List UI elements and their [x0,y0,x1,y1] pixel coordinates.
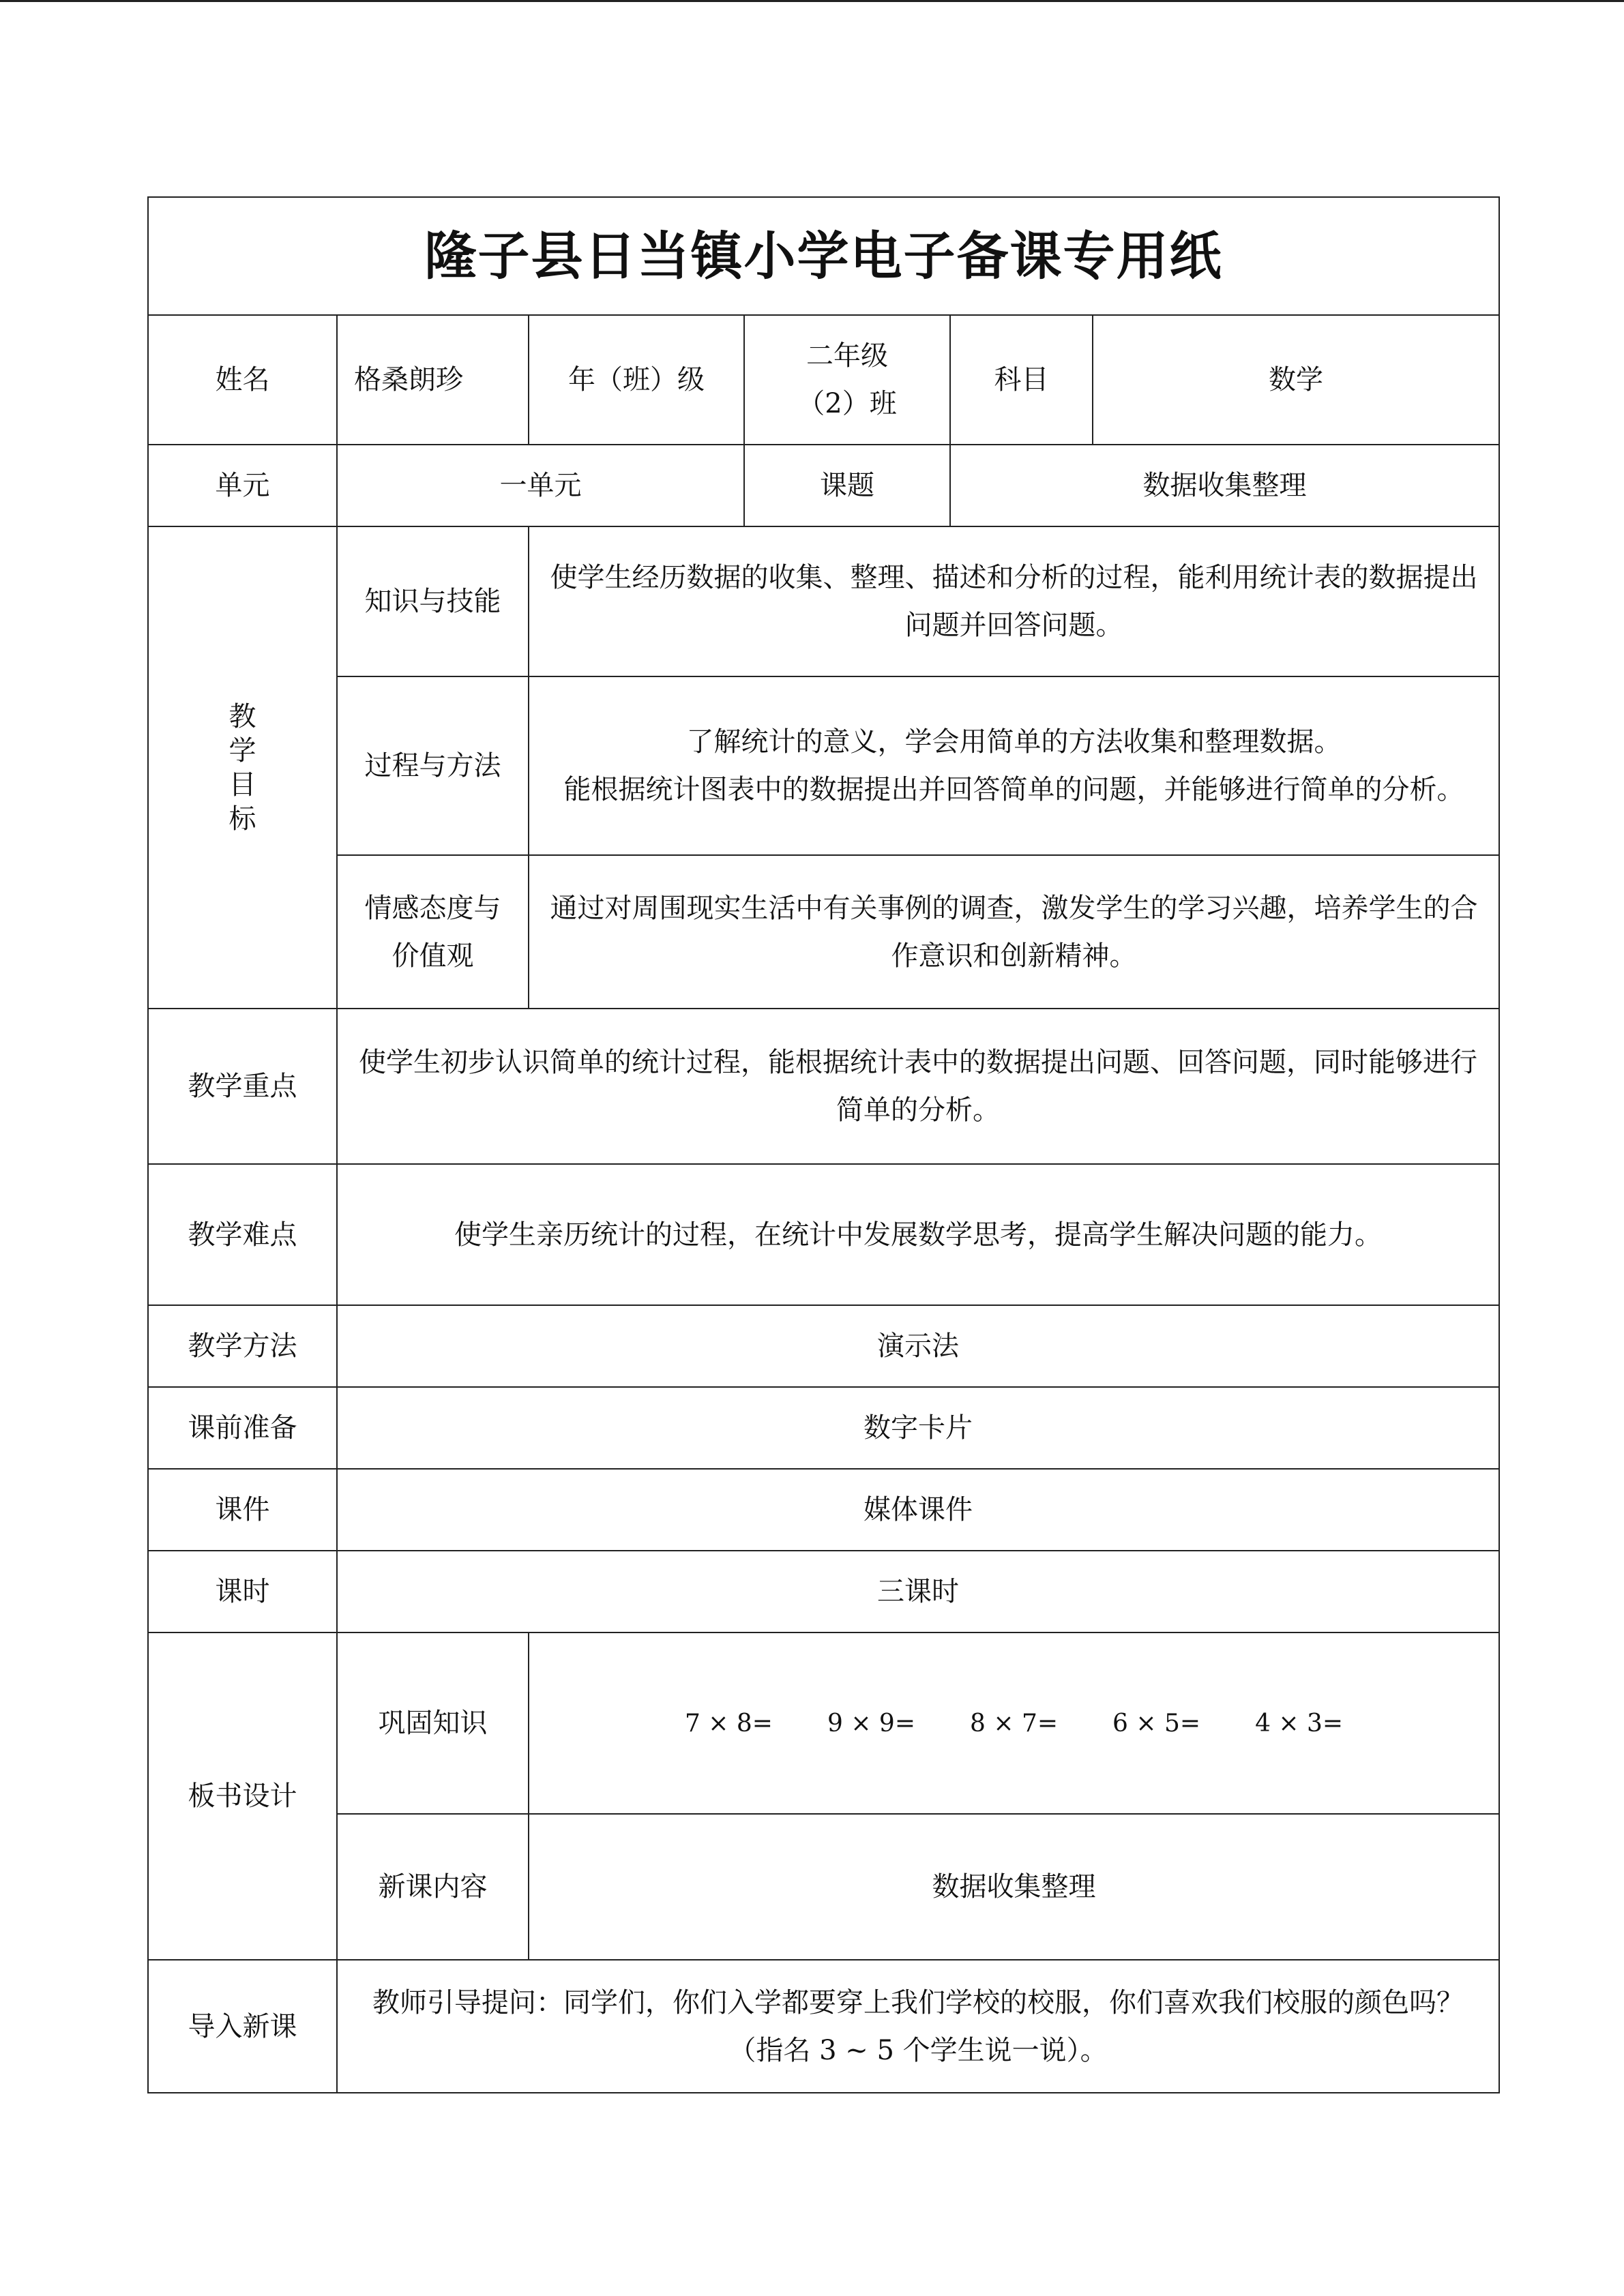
lesson-plan-sheet [147,196,1498,2093]
preparation-row [148,1387,1499,1469]
process-text-line-1: 了解统计的意义，学会用简单的方法收集和整理数据。 [686,726,1342,758]
topic-value: 数据收集整理 [950,445,1499,526]
grade-label: 年（班）级 [529,315,744,445]
board-review-label: 巩固知识 [337,1632,529,1814]
courseware-label: 课件 [148,1469,337,1551]
math-problem: 9 × 9= [827,1710,915,1738]
objectives-label-char: 标 [228,803,256,835]
objectives-label [148,526,337,1009]
process-text [529,676,1499,855]
intro-label: 导入新课 [148,1960,337,2093]
board-review-problems [529,1632,1499,1814]
page-title: 隆子县日当镇小学电子备课专用纸 [148,197,1499,315]
subject-label: 科目 [950,315,1093,445]
unit-value: 一单元 [337,445,744,526]
board-label: 板书设计 [148,1632,337,1960]
process-label: 过程与方法 [337,676,529,855]
knowledge-text: 使学生经历数据的收集、整理、描述和分析的过程，能利用统计表的数据提出问题并回答问题。 [529,526,1499,676]
method-label: 教学方法 [148,1305,337,1387]
grade-value: 二年级（2）班 [744,315,950,445]
emotion-label: 情感态度与价值观 [337,855,529,1009]
preparation-label: 课前准备 [148,1387,337,1469]
subject-value: 数学 [1093,315,1499,445]
emotion-text: 通过对周围现实生活中有关事例的调查，激发学生的学习兴趣，培养学生的合作意识和创新精神。 [529,855,1499,1009]
method-row [148,1305,1499,1387]
objectives-label-char: 目 [228,769,256,801]
courseware-row [148,1469,1499,1551]
board-new-value: 数据收集整理 [529,1814,1499,1960]
intro-row [148,1960,1499,2093]
title-row [148,197,1499,315]
info-row [148,315,1499,445]
key-point-label: 教学重点 [148,1009,337,1164]
preparation-value: 数字卡片 [337,1387,1499,1469]
difficulty-row [148,1164,1499,1305]
key-point-row [148,1009,1499,1164]
math-problem: 8 × 7= [970,1710,1059,1738]
knowledge-label: 知识与技能 [337,526,529,676]
difficulty-text: 使学生亲历统计的过程，在统计中发展数学思考，提高学生解决问题的能力。 [337,1164,1499,1305]
hours-row [148,1551,1499,1632]
objective-process-row [148,676,1499,855]
courseware-value: 媒体课件 [337,1469,1499,1551]
math-problem: 6 × 5= [1112,1710,1201,1738]
hours-value: 三课时 [337,1551,1499,1632]
unit-label: 单元 [148,445,337,526]
objective-emotion-row [148,855,1499,1009]
unit-row [148,445,1499,526]
board-new-label: 新课内容 [337,1814,529,1960]
method-value: 演示法 [337,1305,1499,1387]
topic-label: 课题 [744,445,950,526]
objective-knowledge-row [148,526,1499,676]
hours-label: 课时 [148,1551,337,1632]
lesson-plan-table [147,196,1500,2093]
intro-text: 教师引导提问：同学们，你们入学都要穿上我们学校的校服，你们喜欢我们校服的颜色吗？（指名 3 ~ 5 个学生说一说）。 [337,1960,1499,2093]
name-label: 姓名 [148,315,337,445]
math-problem: 4 × 3= [1255,1710,1344,1738]
board-new-row [148,1814,1499,1960]
math-problem: 7 × 8= [684,1710,773,1738]
difficulty-label: 教学难点 [148,1164,337,1305]
page-top-border [0,0,1624,2]
process-text-line-2: 能根据统计图表中的数据提出并回答简单的问题，并能够进行简单的分析。 [563,774,1464,805]
objectives-label-char: 学 [228,734,256,766]
board-review-row [148,1632,1499,1814]
objectives-label-char: 教 [228,700,256,732]
key-point-text: 使学生初步认识简单的统计过程，能根据统计表中的数据提出问题、回答问题，同时能够进行简单的分析。 [337,1009,1499,1164]
name-value: 格桑朗珍 [337,315,529,445]
